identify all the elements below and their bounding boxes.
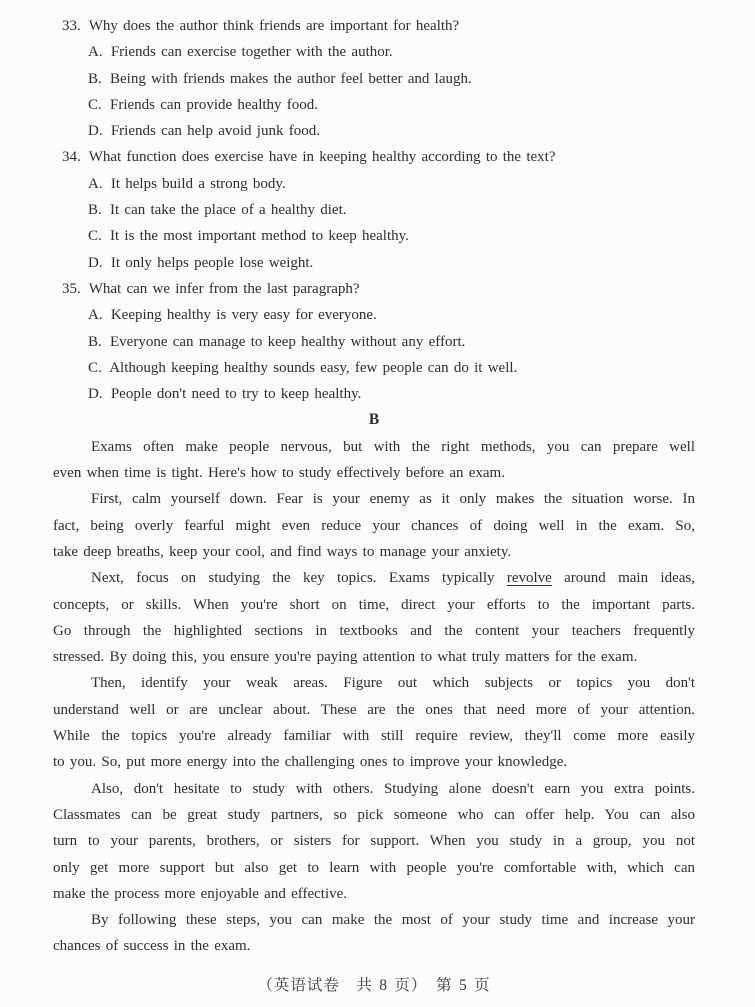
option-text: It is the most important method to keep healthy. [104, 228, 409, 245]
paragraph-line: While the topics you're already familiar with still require review, they'll come more easily [53, 728, 695, 745]
option-label: D. [88, 254, 103, 271]
option-line [53, 381, 695, 407]
question-line [53, 276, 695, 302]
option-label: D. [88, 123, 103, 140]
paragraph [53, 907, 695, 960]
paragraph-line: understand well or are unclear about. These are the ones that need more of your attention. [53, 701, 695, 718]
question-block [53, 276, 695, 407]
question-list [53, 13, 695, 407]
paragraph-line: make the process more enjoyable and effective. [53, 885, 348, 902]
option-text: Friends can help avoid junk food. [105, 123, 320, 140]
reading-passage [53, 434, 695, 960]
question-line [53, 13, 695, 39]
paragraph-line: stressed. By doing this, you ensure you're paying attention to what truly matters for the exam. [53, 649, 638, 666]
question-number: 35. [62, 280, 81, 297]
paragraph-line: concepts, or skills. When you're short on time, direct your efforts to the important parts. [53, 596, 695, 613]
option-label: A. [88, 175, 103, 192]
option-text: It helps build a strong body. [105, 175, 286, 192]
option-text: Keeping healthy is very easy for everyone. [105, 307, 377, 324]
option-label: B. [88, 70, 102, 87]
option-line [53, 171, 695, 197]
option-line [53, 302, 695, 328]
option-line [53, 250, 695, 276]
paragraph-line: Also, don't hesitate to study with others. Studying alone doesn't earn you extra points. [91, 780, 695, 797]
option-text: Friends can exercise together with the author. [105, 44, 393, 61]
option-line [53, 66, 695, 92]
question-block [53, 144, 695, 275]
question-options [53, 39, 695, 144]
section-heading: B [368, 411, 380, 429]
option-text: It can take the place of a healthy diet. [104, 202, 347, 219]
paragraph-line: fact, being overly fearful might even reduce your chances of doing well in the exam. So, [53, 517, 695, 534]
paragraph [53, 776, 695, 907]
option-text: It only helps people lose weight. [105, 254, 314, 271]
option-text: Friends can provide healthy food. [104, 96, 319, 113]
option-line [53, 197, 695, 223]
question-options [53, 171, 695, 276]
question-text: Why does the author think friends are important for health? [83, 18, 460, 34]
paragraph [53, 434, 695, 487]
option-label: C. [88, 96, 102, 113]
option-text: Everyone can manage to keep healthy without any effort. [104, 333, 466, 350]
page-footer: （英语试卷 共 8 页） 第 5 页 [257, 976, 491, 994]
paragraph-line: take deep breaths, keep your cool, and find ways to manage your anxiety. [53, 543, 512, 560]
question-line [53, 144, 695, 170]
paragraph-line: Go through the highlighted sections in textbooks and the content your teachers frequently [53, 622, 695, 639]
question-number: 34. [62, 149, 81, 166]
question-block [53, 13, 695, 144]
question-text: What function does exercise have in keeping healthy according to the text? [83, 149, 556, 166]
paragraph-line: Classmates can be great study partners, so pick someone who can offer help. You can also [53, 806, 695, 823]
paragraph [53, 486, 695, 565]
option-line [53, 118, 695, 144]
question-text: What can we infer from the last paragraph? [83, 280, 360, 297]
paragraph-line: Exams often make people nervous, but with the right methods, you can prepare well [91, 438, 695, 455]
underlined-word: revolve [506, 570, 552, 587]
paragraph-line: turn to your parents, brothers, or sisters for support. When you study in a group, you not [53, 833, 695, 850]
option-text: Although keeping healthy sounds easy, few people can do it well. [104, 359, 518, 376]
option-line [53, 39, 695, 65]
option-line [53, 355, 695, 381]
paragraph-line: to you. So, put more energy into the challenging ones to improve your knowledge. [53, 754, 568, 771]
option-label: B. [88, 333, 102, 350]
paragraph-line: By following these steps, you can make the most of your study time and increase your [91, 912, 695, 929]
option-label: A. [88, 307, 103, 324]
paragraph-line: First, calm yourself down. Fear is your enemy as it only makes the situation worse. In [91, 491, 695, 508]
option-line [53, 223, 695, 249]
question-number: 33. [62, 18, 81, 34]
option-label: C. [88, 228, 102, 245]
option-label: D. [88, 386, 103, 403]
option-label: B. [88, 202, 102, 219]
paragraph-line: Then, identify your weak areas. Figure out which subjects or topics you don't [91, 675, 695, 692]
option-line [53, 92, 695, 118]
option-text: Being with friends makes the author feel better and laugh. [104, 70, 472, 87]
paragraph-line: chances of success in the exam. [53, 938, 251, 955]
option-label: C. [88, 359, 102, 376]
option-line [53, 329, 695, 355]
paragraph-line: only get more support but also get to learn with people you're comfortable with, which can [53, 859, 695, 876]
option-label: A. [88, 44, 103, 61]
paragraph [53, 565, 695, 670]
question-options [53, 302, 695, 407]
paragraph [53, 670, 695, 775]
paragraph-line: even when time is tight. Here's how to study effectively before an exam. [53, 465, 505, 482]
paragraph-line: Next, focus on studying the key topics. Exams typically revolve around main ideas, [91, 570, 695, 587]
option-text: People don't need to try to keep healthy. [105, 386, 362, 403]
